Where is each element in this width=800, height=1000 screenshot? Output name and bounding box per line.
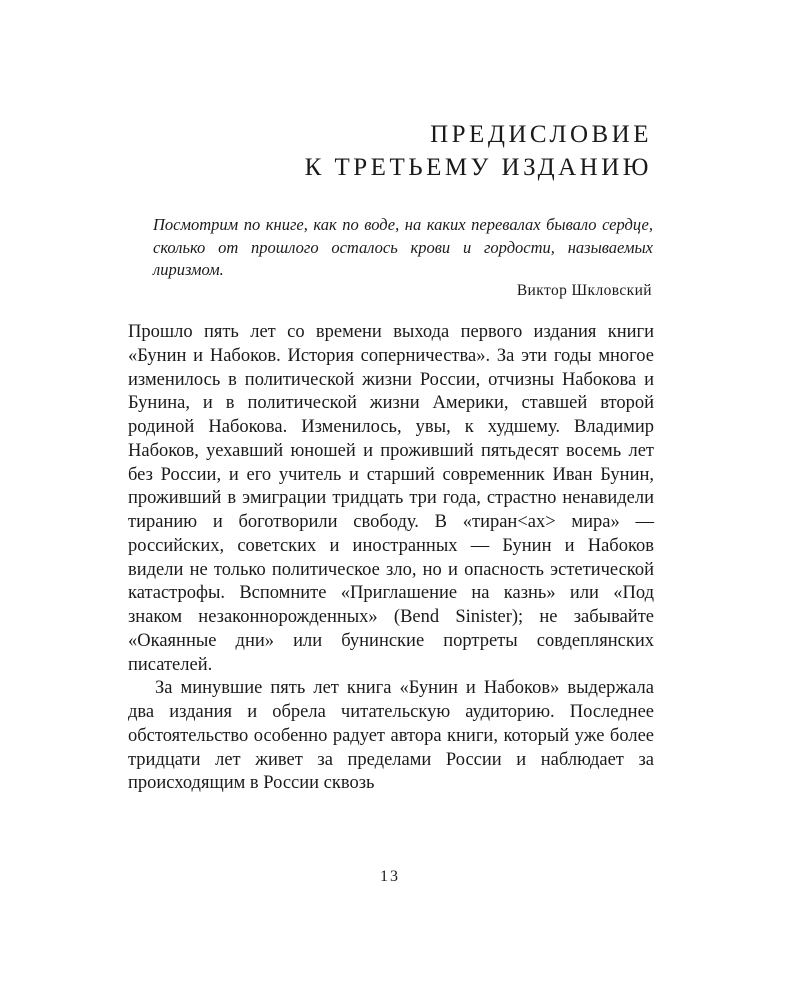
epigraph-text: Посмотрим по книге, как по воде, на каких перевалах бывало сердце, сколько от прошлого осталось крови и гордости, называемых лиризмом. xyxy=(153,215,653,279)
body-paragraph-1: Прошло пять лет со времени выхода первого издания книги «Бунин и Набоков. История соперничества». За эти годы многое изменилось в политической жизни России, отчизны Набокова и Бунина, и в политической жизни Америки, ставшей второй родиной Набокова. Изменилось, увы, к худшему. Владимир Набоков, уехавший юношей и проживший пятьдесят восемь лет без России, и его учитель и старший современник Иван Бунин, проживший в эмиграции тридцать три года, страстно ненавидели тиранию и боготворили свободу. В «тиран<ах> мира» — российских, советских и иностранных — Бунин и Набоков видели не только политическое зло, но и опасность эстетической катастрофы. Вспомните «Приглашение на казнь» или «Под знаком незаконнорожденных» (Bend Sinister); не забывайте «Окаянные дни» или бунинские портреты совдеплянских писателей. xyxy=(128,322,654,675)
chapter-title-line-2: К ТРЕТЬЕМУ ИЗДАНИЮ xyxy=(304,154,652,181)
body-paragraph-2: За минувшие пять лет книга «Бунин и Набоков» выдержала два издания и обрела читательскую аудиторию. Последнее обстоятельство особенно радует автора книги, который уже более тридцати лет живет за пределами России и наблюдает за происходящим в России сквозь xyxy=(128,678,654,794)
body-text xyxy=(128,321,654,796)
chapter-title xyxy=(305,118,652,184)
chapter-title-line-1: ПРЕДИСЛОВИЕ xyxy=(430,121,652,148)
epigraph-author: Виктор Шкловский xyxy=(516,282,652,299)
page-number: 13 xyxy=(380,868,400,885)
